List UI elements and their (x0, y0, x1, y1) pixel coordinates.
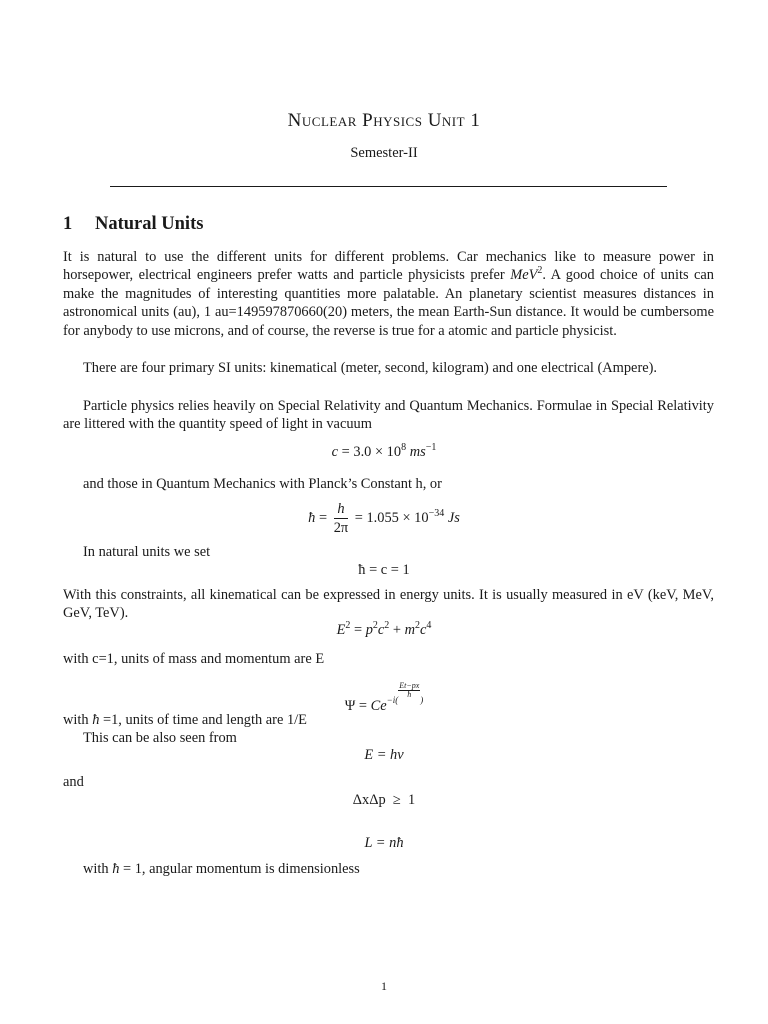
exponent-text: −i( (386, 695, 399, 705)
math-text: = (350, 622, 366, 638)
fraction-denominator: 2π (333, 520, 349, 536)
math-unit: ms (409, 444, 426, 460)
math-symbol: m (404, 622, 416, 638)
equation-natural-units: ħ = c = 1 (358, 562, 410, 578)
math-exponent: −34 (428, 507, 445, 519)
math-text: = 1.055 × 10 (351, 509, 429, 526)
math-unit: Js (447, 509, 460, 526)
paragraph-and: and (63, 774, 84, 790)
paragraph-text: with (63, 712, 93, 728)
document-subtitle: Semester-II (350, 145, 418, 161)
math-symbol: ħ (112, 861, 120, 877)
equation-uncertainty: ΔxΔp ≥ 1 (352, 792, 416, 808)
math-exponent (386, 681, 424, 705)
math-exponent: 2 (345, 620, 351, 631)
paragraph-text: =1, units of time and length are 1/E (99, 712, 307, 728)
math-symbol: Ψ (344, 698, 356, 714)
fraction-numerator: Et−px (399, 681, 420, 690)
math-fraction (334, 500, 348, 537)
section-title: Natural Units (95, 214, 204, 234)
math-exponent: 8 (401, 442, 407, 453)
paragraph-units-intro (63, 248, 714, 340)
math-exponent: 2 (537, 265, 543, 277)
equation-planck-constant (0, 500, 768, 537)
paragraph-natural-units: In natural units we set (83, 544, 211, 560)
math-text: = (315, 509, 331, 526)
math-symbol: p (365, 622, 373, 638)
math-text: = 3.0 × 10 (338, 444, 402, 460)
paragraph-time-length (63, 711, 714, 729)
paragraph-seen-from: This can be also seen from (83, 730, 237, 746)
paragraph-text: = 1, angular momentum is dimensionless (119, 861, 360, 877)
math-exponent: 2 (384, 620, 390, 631)
math-exponent: 2 (415, 620, 421, 631)
math-text: + (389, 622, 405, 638)
paragraph-text: It is natural to use the different units for different problems. Car mechanics like to measure power in horsepower, electrical engineers prefer watts and particle physicists prefer (63, 249, 714, 284)
paragraph-text: . A good choice of units can make the magnitudes of interesting quantities more palatable. An planetary scientist measures distances in astronomical units (au), 1 au=149597870660(20) meters, the mean Earth-Sun distance. It would be cumbersome for anybody to use microns, and of course, the reverse is true for a atomic and particle physicist. (63, 267, 715, 339)
exponent-text: ) (420, 695, 424, 705)
equation-energy-momentum (0, 622, 768, 639)
fraction-numerator: h (334, 500, 348, 519)
math-symbol: ħ (92, 712, 100, 728)
equation-speed-of-light (0, 444, 768, 461)
paragraph-relativity: Particle physics relies heavily on Special Relativity and Quantum Mechanics. Formulae in Special Relativity are littered with the quantity speed of light in vacuum (63, 398, 714, 433)
paragraph-angular-momentum (63, 860, 714, 878)
math-exponent: 4 (426, 620, 432, 631)
paragraph-mass-momentum: with c=1, units of mass and momentum are E (63, 651, 325, 667)
math-symbol: ħ (308, 509, 316, 526)
math-symbol: Ce (370, 698, 387, 714)
math-text: E = hν (364, 747, 404, 763)
fraction-denominator: ħ (407, 690, 412, 699)
paragraph-text: with (83, 861, 113, 877)
math-text: = (355, 698, 371, 714)
equation-planck-relation (0, 747, 768, 764)
math-symbol: c (377, 622, 385, 638)
paragraph-si-units: There are four primary SI units: kinematical (meter, second, kilogram) and one electrical (Ampere). (83, 360, 658, 376)
page-number: 1 (381, 979, 387, 993)
exponent-fraction (398, 682, 420, 699)
paragraph-planck: and those in Quantum Mechanics with Planck’s Constant h, or (83, 476, 442, 492)
math-unit: MeV (510, 267, 538, 284)
math-exponent: 2 (372, 620, 378, 631)
math-symbol: c (420, 622, 427, 638)
section-number: 1 (63, 214, 73, 234)
section-heading (63, 214, 203, 235)
title-divider (110, 186, 667, 187)
document-title: Nuclear Physics Unit 1 (287, 110, 481, 131)
equation-angular-momentum (0, 835, 768, 852)
paragraph-energy-units: With this constraints, all kinematical can be expressed in energy units. It is usually measured in eV (keV, MeV, GeV, TeV). (63, 587, 714, 622)
math-exponent: −1 (425, 442, 437, 453)
math-symbol: c (331, 444, 339, 460)
math-symbol: E (336, 622, 346, 638)
math-text: L = nħ (364, 835, 404, 851)
